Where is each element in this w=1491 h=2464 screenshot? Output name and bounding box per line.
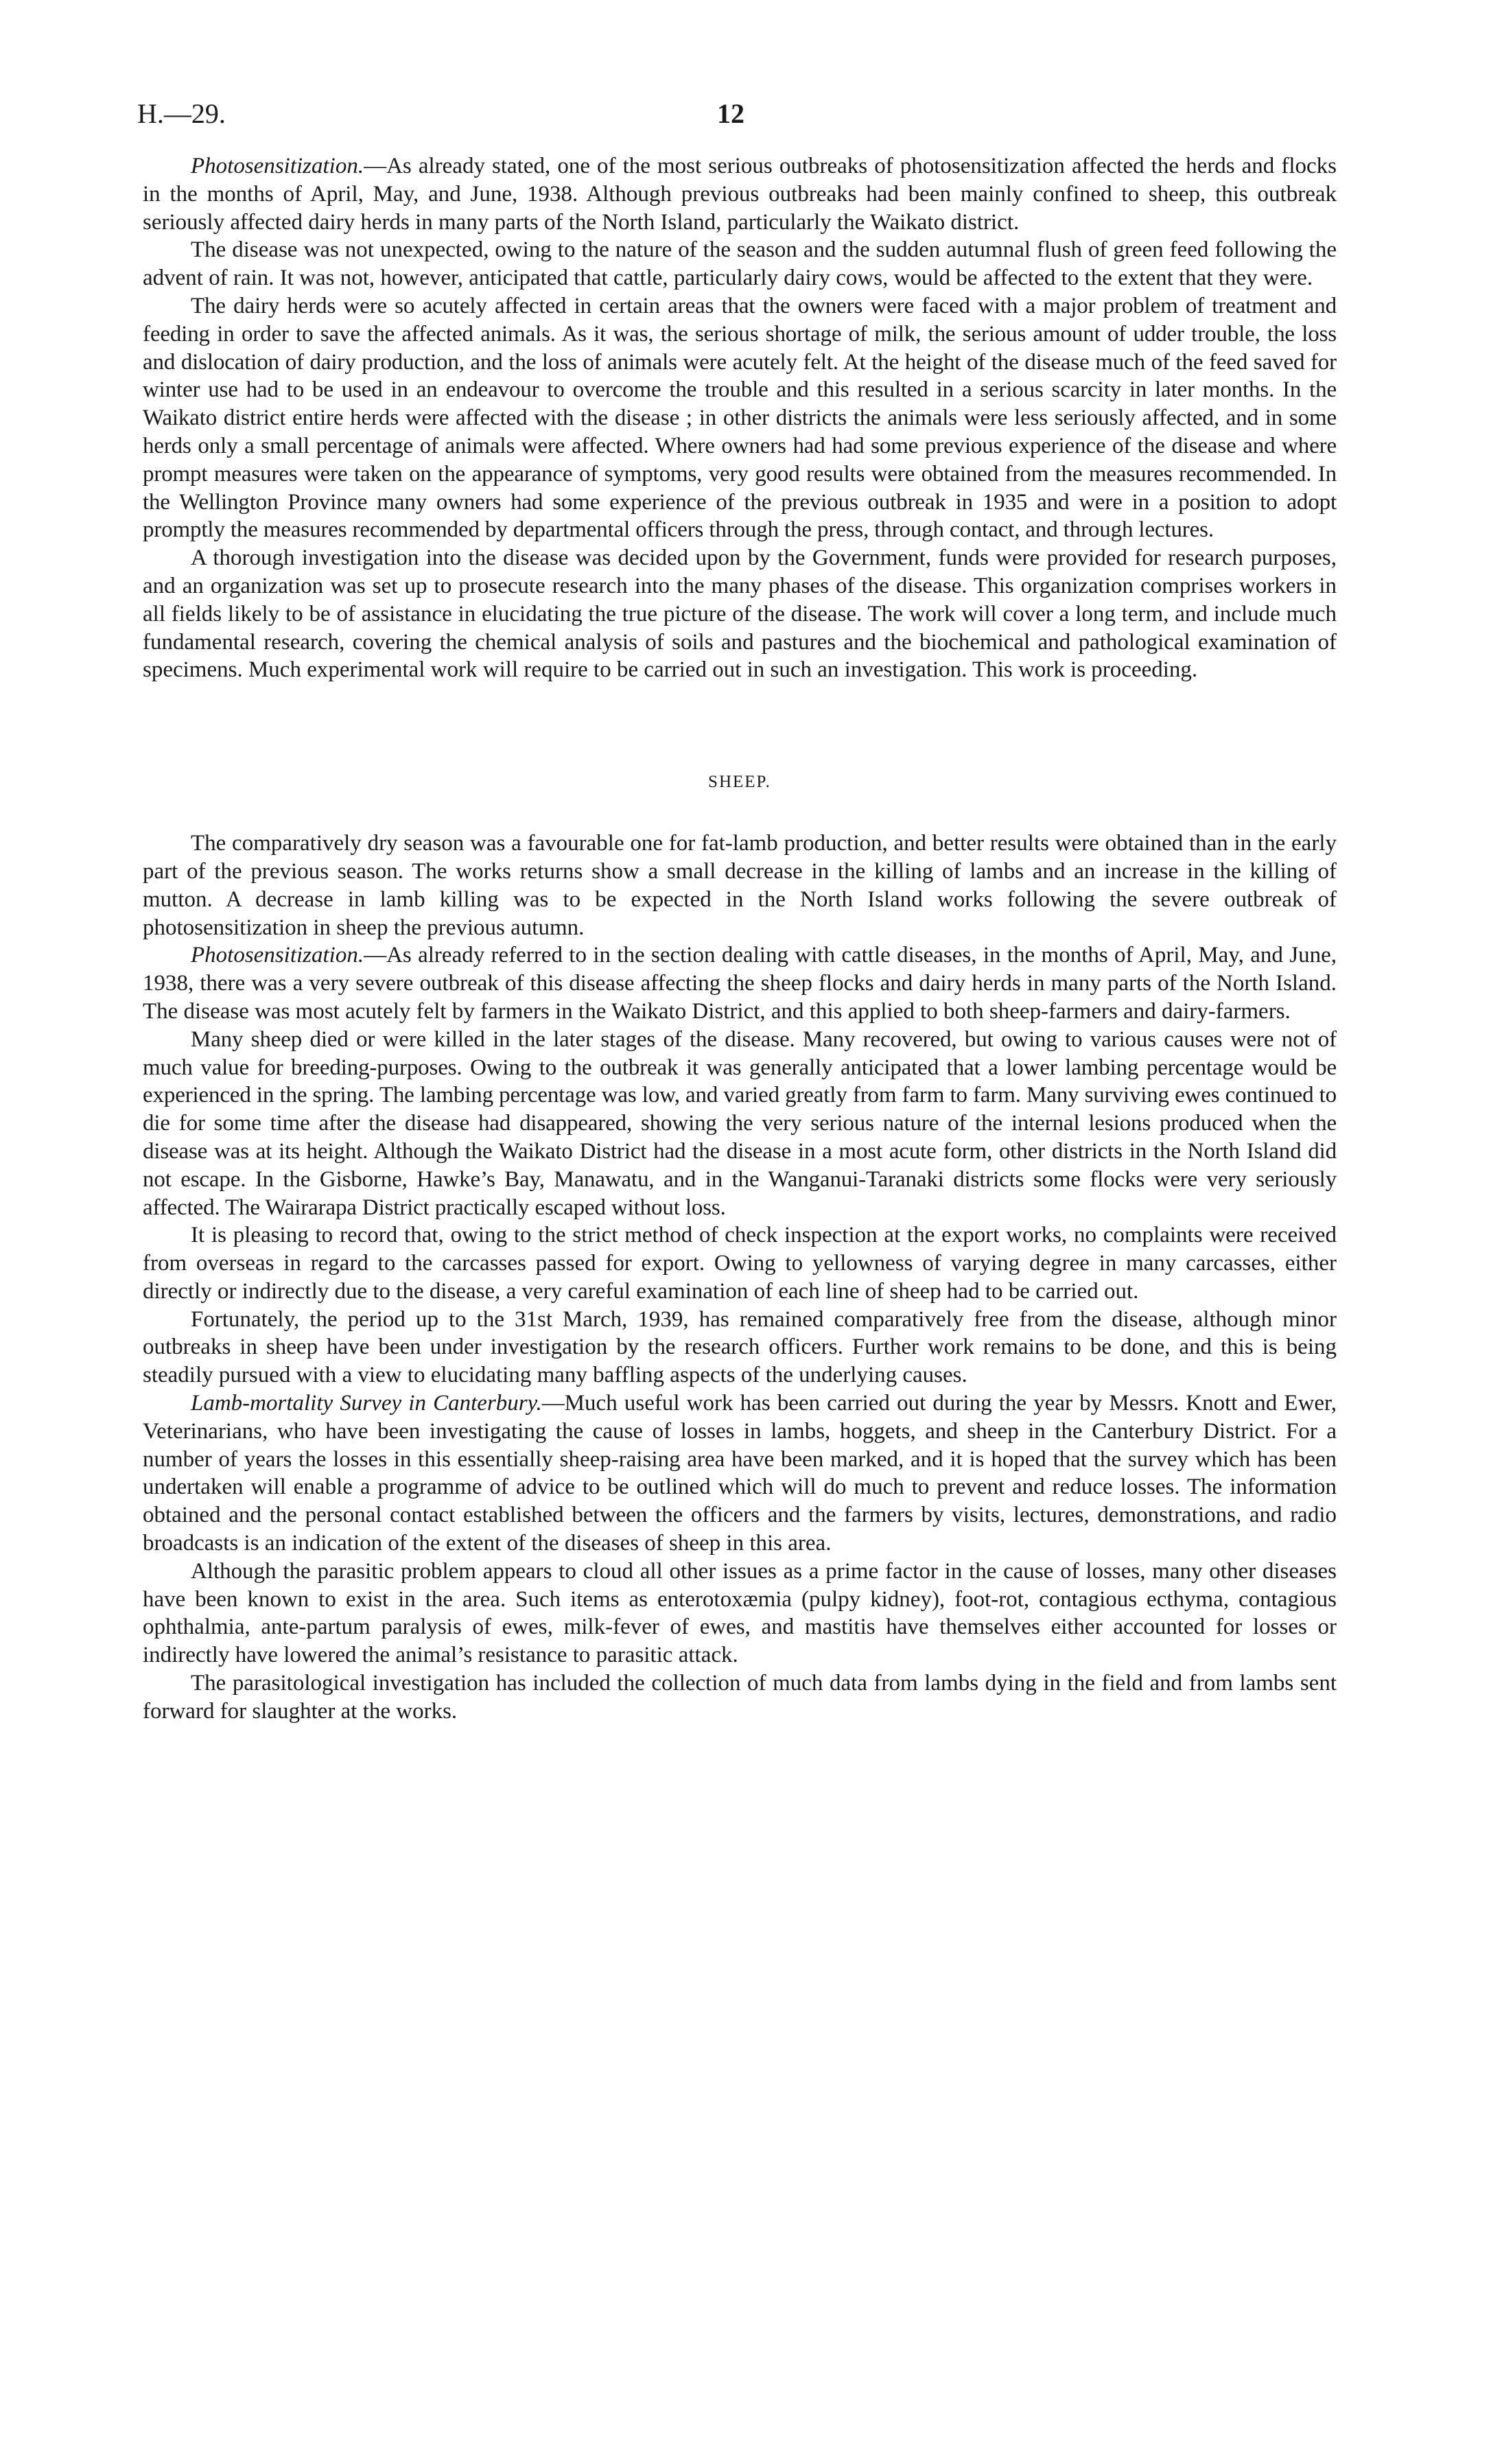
paragraph xyxy=(143,544,1337,684)
paragraph xyxy=(143,1306,1337,1389)
paragraph-text: It is pleasing to record that, owing to the strict method of check inspection at the export works, no complaints were received from overseas in regard to the carcasses passed for export. Owing to yellowness of varying degree in many carcasses, either directly or indirectly due to the disease, a very careful examination of each line of sheep had to be carried out. xyxy=(143,1223,1337,1304)
paragraph-text: Fortunately, the period up to the 31st March, 1939, has remained comparatively free from the disease, although minor outbreaks in sheep have been under investigation by the research officers. Further work remains to be done, and this is being steadily pursued with a view to elucidating many baffling aspects of the underlying causes. xyxy=(143,1306,1337,1388)
paragraph-text: —As already referred to in the section dealing with cattle diseases, in the months of April, May, and June, 1938, there was a very severe outbreak of this disease affecting the sheep flocks and dairy herds in many parts of the North Island. The disease was most acutely felt by farmers in the Waikato District, and this applied to both sheep-farmers and dairy-farmers. xyxy=(143,943,1337,1024)
paragraph xyxy=(143,1669,1337,1726)
paragraph xyxy=(143,830,1337,941)
paragraph xyxy=(143,941,1337,1025)
paragraph xyxy=(143,1389,1337,1558)
page-body xyxy=(143,152,1337,1726)
paragraph xyxy=(143,1558,1337,1669)
paragraph xyxy=(143,1026,1337,1222)
page-number: 12 xyxy=(717,98,744,129)
paragraph-text: A thorough investigation into the disease was decided upon by the Government, funds were provided for research purposes, and an organization was set up to prosecute research into the many phases of the disease. This organization comprises workers in all fields likely to be of assistance in elucidating the true picture of the disease. The work will cover a long term, and include much fundamental research, covering the chemical analysis of soils and pastures and the biochemical and pathological examination of specimens. Much experimental work will require to be carried out in such an investigation. This work is proceeding. xyxy=(143,545,1337,683)
paragraph-text: The parasitological investigation has included the collection of much data from lambs dying in the field and from lambs sent forward for slaughter at the works. xyxy=(143,1671,1337,1724)
paragraph-text: Although the parasitic problem appears to cloud all other issues as a prime factor in the cause of losses, many other diseases have been known to exist in the area. Such items as enterotoxæmia (pulpy kidney), foot-rot, contagious ecthyma, contagious ophthalmia, ante-partum paralysis of ewes, milk-fever of ewes, and mastitis have themselves either accounted for losses or indirectly have lowered the animal’s resistance to parasitic attack. xyxy=(143,1558,1337,1668)
paragraph-run-head: Photosensitization. xyxy=(191,154,364,178)
paragraph xyxy=(143,152,1337,236)
paragraph-run-head: Photosensitization. xyxy=(191,943,364,968)
paragraph-text: Many sheep died or were killed in the later stages of the disease. Many recovered, but owing to various causes were not of much value for breeding-purposes. Owing to the outbreak it was generally anticipated that a lower lambing percentage would be experienced in the spring. The lambing percentage was low, and varied greatly from farm to farm. Many surviving ewes continued to die for some time after the disease had disappeared, showing the very serious nature of the internal lesions produced when the disease was at its height. Although the Waikato District had the disease in a most acute form, other districts in the North Island did not escape. In the Gisborne, Hawke’s Bay, Manawatu, and in the Wanganui-Taranaki districts some flocks were very seriously affected. The Wairarapa District practically escaped without loss. xyxy=(143,1026,1337,1220)
paragraph-text: The dairy herds were so acutely affected in certain areas that the owners were faced with a major problem of treatment and feeding in order to save the affected animals. As it was, the serious shortage of milk, the serious amount of udder trouble, the loss and dislocation of dairy production, and the loss of animals were acutely felt. At the height of the disease much of the feed saved for winter use had to be used in an endeavour to overcome the trouble and this resulted in a serious scarcity in later months. In the Waikato district entire herds were affected with the disease ; in other districts the animals were less seriously affected, and in some herds only a small percentage of animals were affected. Where owners had had some previous experience of the disease and where prompt measures were taken on the appearance of symptoms, very good results were obtained from the measures recommended. In the Wellington Province many owners had some experience of the previous outbreak in 1935 and were in a position to adopt promptly the measures recommended by departmental officers through the press, through contact, and through lectures. xyxy=(143,293,1337,543)
paragraph-text: The comparatively dry season was a favourable one for fat-lamb production, and better results were obtained than in the early part of the previous season. The works returns show a small decrease in the killing of lambs and an increase in the killing of mutton. A decrease in lamb killing was to be expected in the North Island works following the severe outbreak of photosensitization in sheep the previous autumn. xyxy=(143,831,1337,940)
paragraph-run-head: Lamb-mortality Survey in Canterbury. xyxy=(191,1391,542,1416)
section-heading-sheep: SHEEP. xyxy=(708,773,771,792)
page-header xyxy=(137,97,1359,139)
paragraph-text: The disease was not unexpected, owing to the nature of the season and the sudden autumnal flush of green feed following the advent of rain. It was not, however, anticipated that cattle, particularly dairy cows, would be affected to the extent that they were. xyxy=(143,237,1337,291)
paragraph xyxy=(143,292,1337,544)
document-reference: H.—29. xyxy=(137,98,226,129)
paragraph-text: —As already stated, one of the most serious outbreaks of photosensitization affected the herds and flocks in the months of April, May, and June, 1938. Although previous outbreaks had been mainly confined to sheep, this outbreak seriously affected dairy herds in many parts of the North Island, particularly the Waikato district. xyxy=(143,154,1337,235)
paragraph xyxy=(143,1221,1337,1305)
paragraph xyxy=(143,236,1337,292)
paragraph-text: —Much useful work has been carried out during the year by Messrs. Knott and Ewer, Veterinarians, who have been investigating the cause of losses in lambs, hoggets, and sheep in the Canterbury District. For a number of years the losses in this essentially sheep-raising area have been marked, and it is hoped that the survey which has been undertaken will enable a programme of advice to be outlined which will do much to prevent and reduce losses. The information obtained and the personal contact established between the officers and the farmers by visits, lectures, demonstrations, and radio broadcasts is an indication of the extent of the diseases of sheep in this area. xyxy=(143,1391,1337,1556)
